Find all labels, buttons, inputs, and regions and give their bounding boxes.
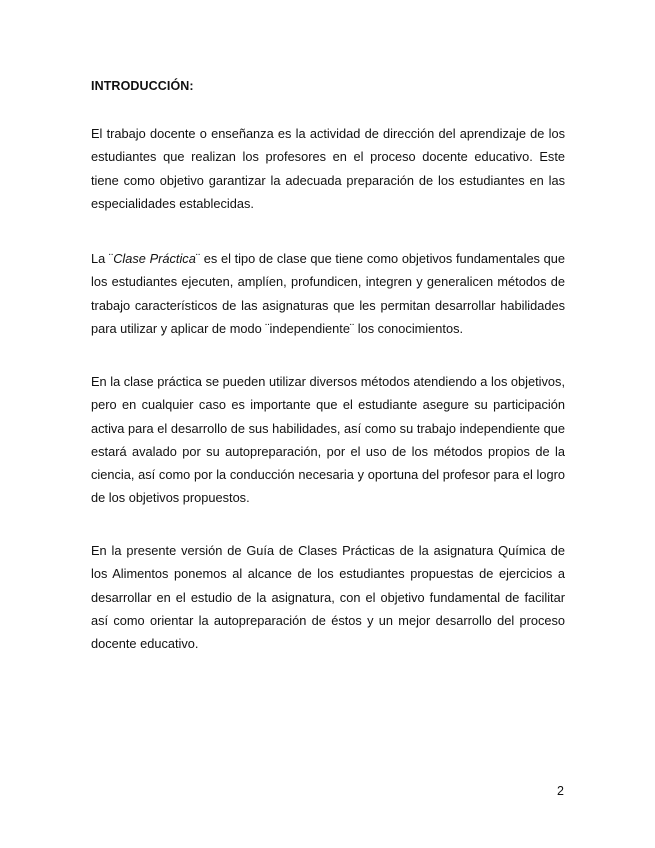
paragraph-practical-class [91,247,565,340]
paragraph-methods: En la clase práctica se pueden utilizar diversos métodos atendiendo a los objetivos, pero en cualquier caso es importante que el estudiante asegure su participación activa para el desarrollo de sus habilidades, así como su trabajo independiente que estará avalado por su autopreparación, por el uso de los métodos propios de la ciencia, así como por la conducción necesaria y oportuna del profesor para el logro de los objetivos propuestos. [91,374,565,506]
paragraph-prefix: La ¨ [91,251,114,266]
paragraph-suffix: ¨ es el tipo de clase que tiene como objetivos fundamentales que los estudiantes ejecuten, amplíen, profundicen, integren y generalicen métodos de trabajo característicos de las asignaturas que les permitan desarrollar habilidades para utilizar y aplicar de modo ¨independiente¨ los conocimientos. [91,251,565,336]
paragraph-guide-version: En la presente versión de Guía de Clases Prácticas de la asignatura Química de los Alimentos ponemos al alcance de los estudiantes propuestas de ejercicios a desarrollar en el estudio de la asignatura, con el objetivo fundamental de facilitar así como orientar la autopreparación de éstos y un mejor desarrollo del proceso docente educativo. [91,543,565,652]
paragraph-teaching-definition: El trabajo docente o enseñanza es la actividad de dirección del aprendizaje de los estudiantes que realizan los profesores en el proceso docente educativo. Este tiene como objetivo garantizar la adecuada preparación de los estudiantes en las especialidades establecidas. [91,126,565,211]
emphasized-term: Clase Práctica [113,251,196,266]
page-number: 2 [557,784,564,798]
section-heading: INTRODUCCIÓN: [91,79,194,93]
